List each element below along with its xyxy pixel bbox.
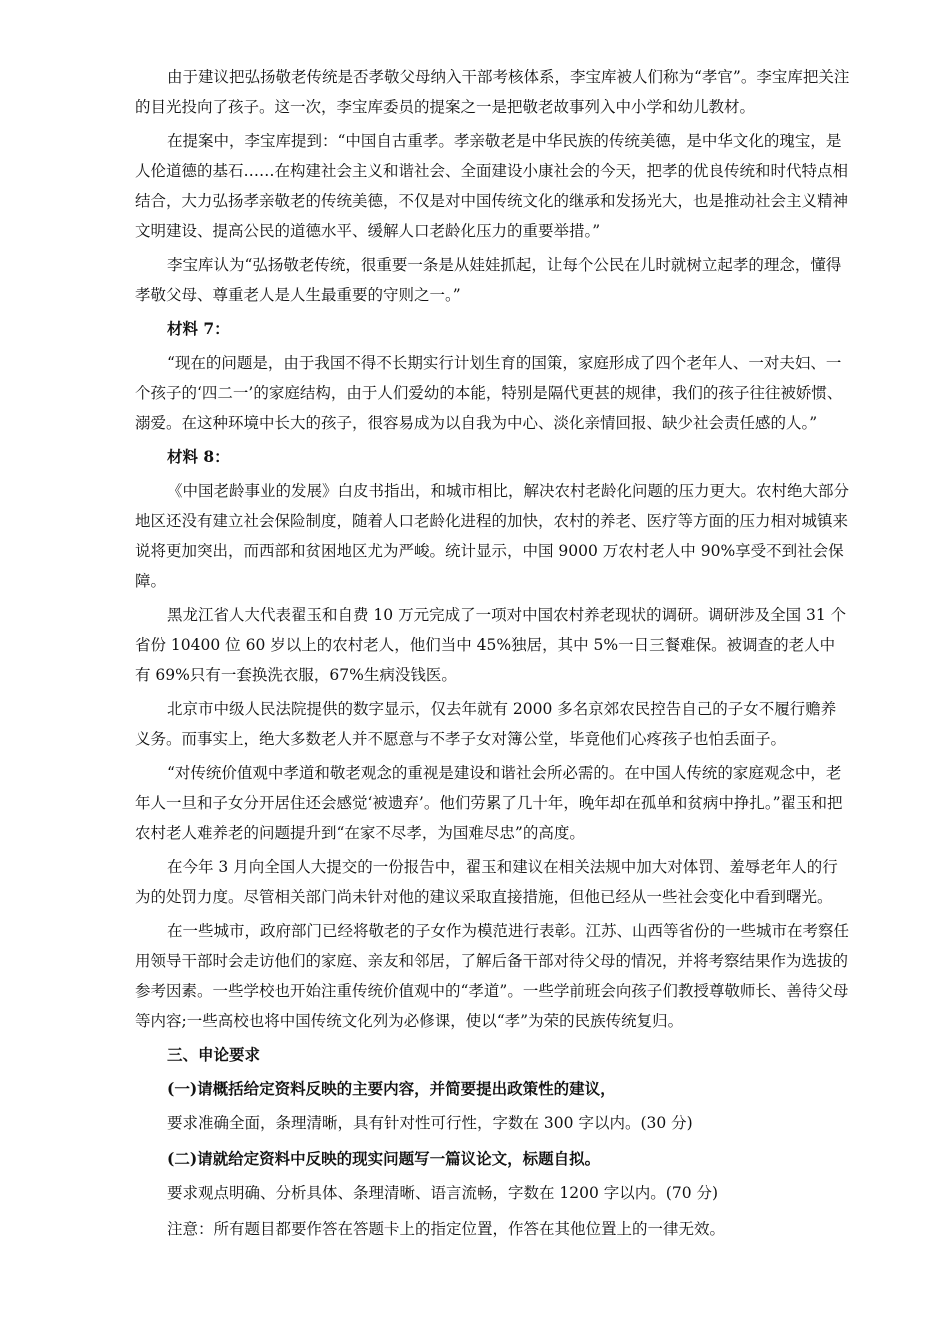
- requirements-heading: 三、申论要求: [167, 1045, 261, 1064]
- question-2-title: (二)请就给定资料中反映的现实问题写一篇议论文，标题自拟。: [167, 1149, 601, 1168]
- paragraph-li-baoku-intro: 由于建议把弘扬敬老传统是否孝敬父母纳入干部考核体系，李宝库被人们称为“孝官”。李宝库把关注的目光投向了孩子。这一次，李宝库委员的提案之一是把敬老故事列入中小学和幼儿教材。: [135, 68, 850, 116]
- answer-note: 注意：所有题目都要作答在答题卡上的指定位置，作答在其他位置上的一律无效。: [167, 1220, 726, 1238]
- question-1-title: (一)请概括给定资料反映的主要内容，并简要提出政策性的建议，: [167, 1079, 616, 1098]
- material-7-text: “现在的问题是，由于我国不得不长期实行计划生育的国策，家庭形成了四个老年人、一对夫妇、一个孩子的‘四二一’的家庭结构，由于人们爱幼的本能，特别是隔代更甚的规律，我们的孩子往往被娇惯、溺爱。在这种环境中长大的孩子，很容易成为以自我为中心、淡化亲情回报、缺少社会责任感的人。”: [135, 354, 843, 432]
- paragraph-li-baoku-view: 李宝库认为“弘扬敬老传统，很重要一条是从娃娃抓起，让每个公民在儿时就树立起孝的理念，懂得孝敬父母、尊重老人是人生最重要的守则之一。”: [135, 256, 842, 304]
- material-7-heading: 材料 7：: [167, 319, 230, 338]
- question-1-description: 要求准确全面，条理清晰，具有针对性可行性，字数在 300 字以内。(30 分): [167, 1114, 693, 1132]
- paragraph-proposal-quote: 在提案中，李宝库提到：“中国自古重孝。孝亲敬老是中华民族的传统美德，是中华文化的瑰宝，是人伦道德的基石……在构建社会主义和谐社会、全面建设小康社会的今天，把孝的优良传统和时代特点相结合，大力弘扬孝亲敬老的传统美德，不仅是对中国传统文化的继承和发扬光大，也是推动社会主义精神文明建设、提高公民的道德水平、缓解人口老龄化压力的重要举措。”: [135, 132, 849, 240]
- material-8-paragraph: 在一些城市，政府部门已经将敬老的子女作为模范进行表彰。江苏、山西等省份的一些城市在考察任用领导干部时会走访他们的家庭、亲友和邻居，了解后备干部对待父母的情况，并将考察结果作为选拔的参考因素。一些学校也开始注重传统价值观中的“孝道”。一些学前班会向孩子们教授尊敬师长、善待父母等内容;一些高校也将中国传统文化列为必修课，使以“孝”为荣的民族传统复归。: [135, 922, 850, 1030]
- material-8-paragraph: 北京市中级人民法院提供的数字显示，仅去年就有 2000 多名京郊农民控告自己的子女不履行赡养义务。而事实上，绝大多数老人并不愿意与不孝子女对簿公堂，毕竟他们心疼孩子也怕丢面子。: [135, 700, 837, 748]
- question-2-description: 要求观点明确、分析具体、条理清晰、语言流畅，字数在 1200 字以内。(70 分): [167, 1184, 719, 1202]
- material-8-paragraph: 在今年 3 月向全国人大提交的一份报告中，翟玉和建议在相关法规中加大对体罚、羞辱老年人的行为的处罚力度。尽管相关部门尚未针对他的建议采取直接措施，但他已经从一些社会变化中看到曙光。: [135, 858, 838, 906]
- material-8-paragraph: 《中国老龄事业的发展》白皮书指出，和城市相比，解决农村老龄化问题的压力更大。农村绝大部分地区还没有建立社会保险制度，随着人口老龄化进程的加快，农村的养老、医疗等方面的压力相对城镇来说将更加突出，而西部和贫困地区尤为严峻。统计显示，中国 9000 万农村老人中 90%享受不到社会保障。: [135, 482, 850, 590]
- material-8-paragraph: 黑龙江省人大代表翟玉和自费 10 万元完成了一项对中国农村养老现状的调研。调研涉及全国 31 个省份 10400 位 60 岁以上的农村老人，他们当中 45%独居，其中 5%一日三餐难保。被调查的老人中有 69%只有一套换洗衣服，67%生病没钱医。: [135, 606, 847, 684]
- material-8-paragraph: “对传统价值观中孝道和敬老观念的重视是建设和谐社会所必需的。在中国人传统的家庭观念中，老年人一旦和子女分开居住还会感觉‘被遗弃’。他们劳累了几十年，晚年却在孤单和贫病中挣扎。”翟玉和把农村老人难养老的问题提升到“在家不尽孝，为国难尽忠”的高度。: [135, 764, 843, 842]
- material-8-heading: 材料 8：: [167, 447, 230, 466]
